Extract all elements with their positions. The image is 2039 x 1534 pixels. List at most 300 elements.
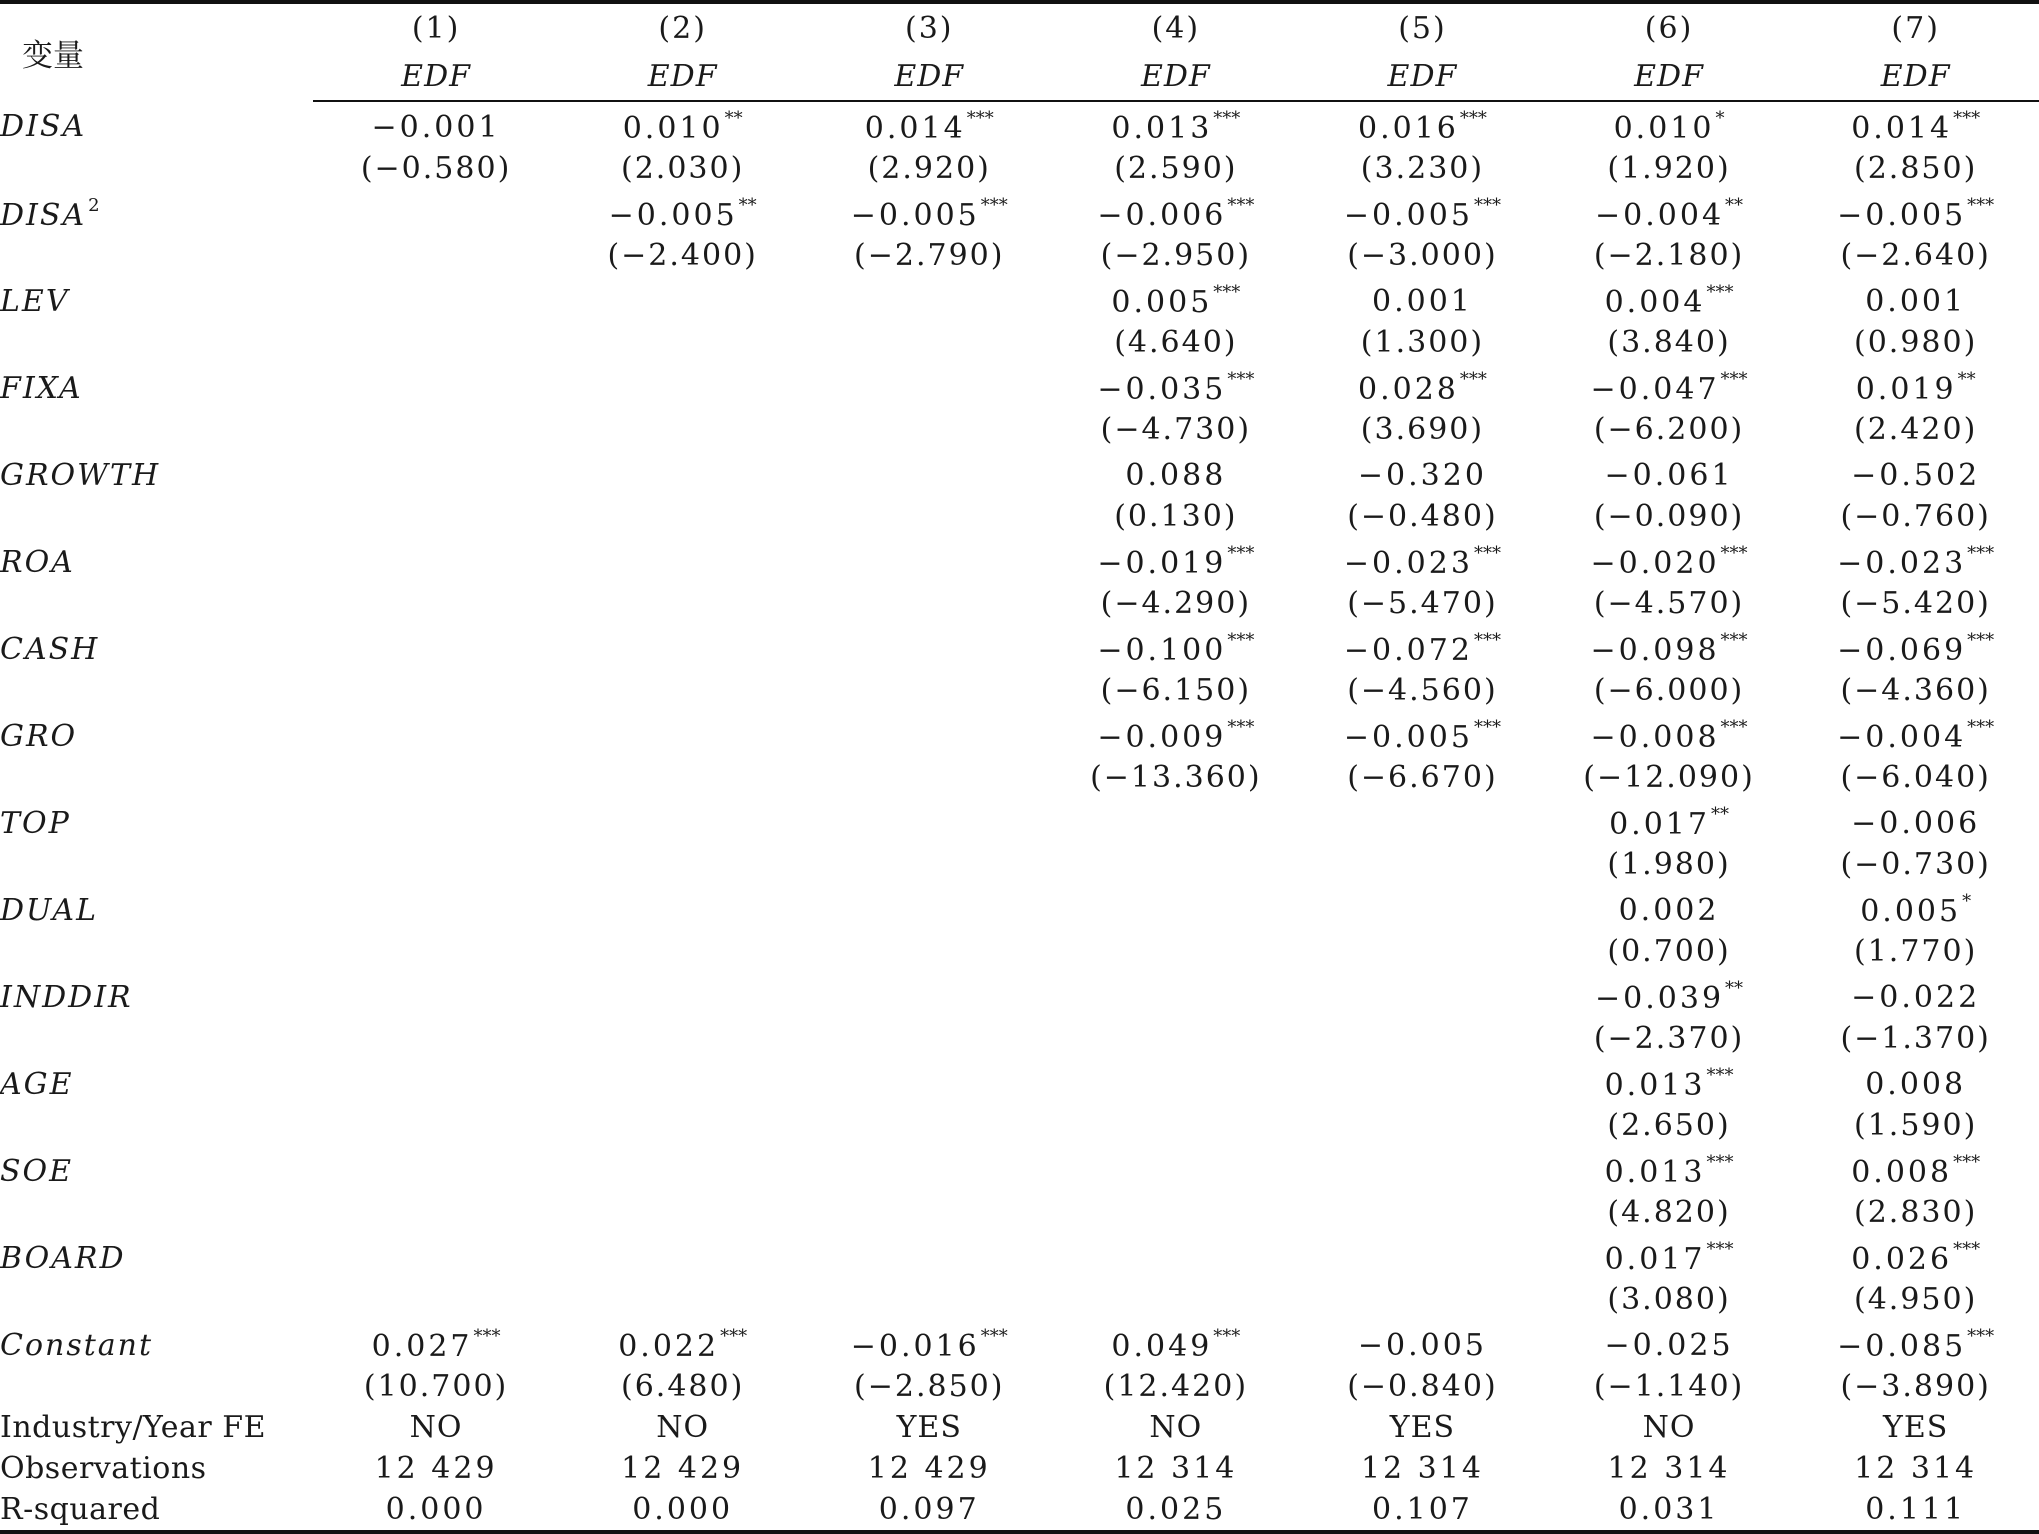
t-statistic-cell — [313, 1279, 560, 1320]
t-statistic-cell: (3.840) — [1607, 325, 1731, 360]
summary-value: YES — [1883, 1410, 1949, 1445]
coefficient-cell — [1792, 972, 2039, 1018]
coefficient-value: −0.023 — [1343, 546, 1473, 581]
t-statistic-cell — [313, 583, 560, 624]
significance-stars: *** — [1967, 630, 1995, 651]
coefficient-cell — [559, 1320, 806, 1366]
coefficient-value: 0.026 — [1851, 1242, 1953, 1277]
empty-cell — [0, 148, 313, 189]
coefficient-cell — [559, 450, 806, 496]
summary-label: R-squared — [0, 1489, 313, 1532]
t-statistic-cell: (−0.840) — [1347, 1369, 1498, 1404]
coefficient-cell — [313, 798, 560, 844]
coefficient-row — [0, 537, 2039, 583]
t-statistic-cell: (−0.480) — [1347, 499, 1498, 534]
significance-stars: *** — [1706, 282, 1734, 303]
coefficient-value: −0.004 — [1595, 198, 1725, 233]
coefficient-cell — [1299, 1059, 1546, 1105]
significance-stars: * — [1962, 891, 1972, 912]
coefficient-value: −0.005 — [1357, 1327, 1487, 1363]
coefficient-cell — [806, 624, 1053, 670]
significance-stars: *** — [1706, 1065, 1734, 1086]
column-number: (1) — [313, 2, 560, 52]
t-statistic-cell — [313, 235, 560, 276]
coefficient-cell — [1546, 624, 1793, 670]
coefficient-row — [0, 101, 2039, 148]
significance-stars: *** — [1953, 1152, 1981, 1173]
summary-value: 0.111 — [1792, 1489, 2039, 1532]
coefficient-row — [0, 885, 2039, 931]
coefficient-cell — [1053, 798, 1300, 844]
significance-stars: *** — [1720, 543, 1748, 564]
empty-cell — [0, 844, 313, 885]
coefficient-cell — [1792, 1146, 2039, 1192]
empty-cell — [0, 1366, 313, 1407]
significance-stars: *** — [1213, 108, 1241, 129]
coefficient-cell — [1792, 1233, 2039, 1279]
coefficient-cell — [1546, 798, 1793, 844]
t-statistic-cell: (−2.370) — [1593, 1021, 1745, 1056]
coefficient-value: −0.019 — [1097, 546, 1227, 581]
coefficient-row — [0, 276, 2039, 322]
coefficient-value: −0.006 — [1097, 198, 1227, 233]
column-number: (6) — [1546, 2, 1793, 52]
coefficient-cell — [559, 1146, 806, 1192]
t-statistic-cell: (1.300) — [1360, 325, 1485, 360]
variable-name-text: SOE — [0, 1153, 74, 1189]
coefficient-value: −0.004 — [1837, 720, 1967, 755]
coefficient-cell — [1546, 711, 1793, 757]
empty-cell — [0, 583, 313, 624]
coefficient-cell — [559, 276, 806, 322]
t-statistic-cell — [1053, 1105, 1300, 1146]
t-statistic-cell: (2.030) — [621, 151, 745, 186]
coefficient-cell — [1546, 1146, 1793, 1192]
coefficient-value: 0.010 — [1613, 111, 1715, 146]
t-statistic-cell: (−6.040) — [1840, 760, 1991, 795]
t-statistic-cell: (1.980) — [1607, 847, 1731, 882]
coefficient-value: 0.017 — [1604, 1242, 1706, 1277]
t-statistic-cell — [1299, 931, 1546, 972]
coefficient-value: −0.061 — [1604, 457, 1734, 493]
coefficient-cell — [1299, 276, 1546, 322]
coefficient-cell — [1299, 1320, 1546, 1366]
significance-stars: ** — [1725, 978, 1744, 999]
empty-cell — [0, 1018, 313, 1059]
coefficient-row — [0, 450, 2039, 496]
coefficient-value: −0.008 — [1590, 720, 1720, 755]
coefficient-value: −0.009 — [1097, 720, 1227, 755]
t-statistic-cell: (10.700) — [363, 1369, 509, 1404]
coefficient-row — [0, 1320, 2039, 1366]
variable-header: 变量 — [0, 2, 313, 101]
variable-name — [0, 1320, 313, 1366]
t-statistic-cell: (−2.790) — [854, 238, 1005, 273]
coefficient-cell — [1792, 537, 2039, 583]
significance-stars: ** — [1957, 369, 1976, 390]
variable-name-text: ROA — [0, 544, 75, 580]
dependent-variable-label: EDF — [1299, 52, 1546, 101]
variable-name — [0, 537, 313, 583]
t-statistic-cell — [806, 1018, 1053, 1059]
coefficient-value: 0.001 — [1371, 283, 1473, 319]
t-statistic-cell — [559, 409, 806, 450]
dependent-variable-label: EDF — [1546, 52, 1793, 101]
significance-stars: *** — [1213, 1326, 1241, 1347]
coefficient-value: 0.013 — [1604, 1068, 1706, 1103]
t-statistic-cell — [806, 1192, 1053, 1233]
t-statistic-row — [0, 931, 2039, 972]
coefficient-cell — [1053, 363, 1300, 409]
coefficient-row — [0, 1146, 2039, 1192]
empty-cell — [0, 409, 313, 450]
coefficient-cell — [1792, 101, 2039, 148]
t-statistic-cell: (−6.670) — [1347, 760, 1498, 795]
coefficient-cell — [559, 711, 806, 757]
coefficient-cell — [1053, 450, 1300, 496]
significance-stars: *** — [1967, 1326, 1995, 1347]
coefficient-row — [0, 1059, 2039, 1105]
coefficient-cell — [1546, 276, 1793, 322]
t-statistic-cell — [1299, 1105, 1546, 1146]
t-statistic-cell — [806, 496, 1053, 537]
coefficient-cell — [1299, 101, 1546, 148]
coefficient-value: 0.014 — [864, 111, 966, 146]
t-statistic-cell: (−13.360) — [1090, 760, 1262, 795]
coefficient-value: −0.047 — [1590, 372, 1720, 407]
coefficient-cell — [313, 885, 560, 931]
coefficient-cell — [1546, 189, 1793, 235]
empty-cell — [0, 670, 313, 711]
t-statistic-cell: (−3.890) — [1840, 1369, 1991, 1404]
variable-name-text: INDDIR — [0, 979, 133, 1015]
t-statistic-cell: (−1.370) — [1840, 1021, 1991, 1056]
t-statistic-cell — [559, 1105, 806, 1146]
significance-stars: *** — [1473, 717, 1501, 738]
coefficient-value: −0.025 — [1604, 1327, 1734, 1363]
coefficient-cell — [313, 624, 560, 670]
coefficient-cell — [313, 1146, 560, 1192]
empty-cell — [0, 931, 313, 972]
coefficient-cell — [1792, 450, 2039, 496]
t-statistic-cell — [1053, 1279, 1300, 1320]
significance-stars: *** — [1459, 108, 1487, 129]
variable-name-text: BOARD — [0, 1240, 126, 1276]
coefficient-cell — [1299, 798, 1546, 844]
variable-name — [0, 1146, 313, 1192]
t-statistic-row — [0, 148, 2039, 189]
coefficient-cell — [1053, 101, 1300, 148]
column-number: (3) — [806, 2, 1053, 52]
coefficient-cell — [1792, 1059, 2039, 1105]
coefficient-cell — [806, 537, 1053, 583]
coefficient-cell — [313, 972, 560, 1018]
variable-name-text: DISA — [0, 109, 87, 144]
coefficient-row — [0, 711, 2039, 757]
coefficient-value: −0.020 — [1590, 546, 1720, 581]
t-statistic-cell — [806, 322, 1053, 363]
summary-label: Observations — [0, 1451, 207, 1486]
significance-stars: *** — [473, 1326, 501, 1347]
t-statistic-cell: (−1.140) — [1593, 1369, 1745, 1404]
t-statistic-cell: (0.980) — [1854, 325, 1978, 360]
coefficient-value: 0.001 — [1865, 283, 1967, 319]
summary-value: YES — [896, 1410, 962, 1445]
variable-name-text: DUAL — [0, 892, 98, 928]
t-statistic-cell: (−2.400) — [607, 238, 758, 273]
t-statistic-cell — [559, 931, 806, 972]
coefficient-cell — [1053, 1059, 1300, 1105]
significance-stars: *** — [980, 1326, 1008, 1347]
significance-stars: ** — [1710, 804, 1729, 825]
significance-stars: ** — [738, 195, 757, 216]
t-statistic-cell: (4.950) — [1854, 1282, 1978, 1317]
coefficient-cell — [313, 101, 560, 148]
variable-name-text: AGE — [0, 1066, 74, 1102]
coefficient-cell — [1053, 885, 1300, 931]
t-statistic-cell — [1299, 1018, 1546, 1059]
variable-name — [0, 1233, 313, 1279]
coefficient-value: −0.006 — [1851, 805, 1981, 841]
empty-cell — [0, 322, 313, 363]
significance-stars: *** — [1473, 630, 1501, 651]
coefficient-cell — [559, 1233, 806, 1279]
empty-cell — [0, 1105, 313, 1146]
coefficient-cell — [1792, 798, 2039, 844]
column-number: (2) — [559, 2, 806, 52]
t-statistic-cell: (−2.950) — [1100, 238, 1252, 273]
coefficient-value: 0.002 — [1618, 892, 1720, 928]
summary-value: 0.097 — [806, 1489, 1053, 1532]
t-statistic-row — [0, 322, 2039, 363]
empty-cell — [0, 1279, 313, 1320]
coefficient-cell — [313, 363, 560, 409]
t-statistic-cell — [806, 1105, 1053, 1146]
t-statistic-cell: (1.590) — [1854, 1108, 1978, 1143]
coefficient-value: −0.035 — [1097, 372, 1227, 407]
coefficient-cell — [806, 1320, 1053, 1366]
t-statistic-cell — [806, 931, 1053, 972]
t-statistic-row — [0, 1192, 2039, 1233]
coefficient-cell — [559, 972, 806, 1018]
variable-name — [0, 363, 313, 409]
t-statistic-row — [0, 670, 2039, 711]
significance-stars: *** — [1967, 195, 1995, 216]
t-statistic-cell: (−5.470) — [1347, 586, 1498, 621]
coefficient-value: 0.016 — [1357, 111, 1459, 146]
coefficient-cell — [806, 189, 1053, 235]
coefficient-cell — [806, 972, 1053, 1018]
t-statistic-cell: (−2.180) — [1593, 238, 1745, 273]
significance-stars: ** — [1725, 195, 1744, 216]
coefficient-cell — [806, 101, 1053, 148]
significance-stars: ** — [724, 108, 743, 129]
summary-value: YES — [1389, 1410, 1456, 1445]
t-statistic-cell — [806, 757, 1053, 798]
coefficient-value: 0.088 — [1125, 457, 1227, 493]
t-statistic-cell — [559, 1192, 806, 1233]
t-statistic-cell: (−0.760) — [1840, 499, 1991, 534]
t-statistic-cell: (2.590) — [1114, 151, 1238, 186]
variable-name — [0, 1059, 313, 1105]
table-header — [0, 2, 2039, 101]
coefficient-cell — [313, 450, 560, 496]
t-statistic-cell: (−2.640) — [1840, 238, 1991, 273]
coefficient-cell — [1792, 276, 2039, 322]
coefficient-value: 0.013 — [1111, 111, 1213, 146]
dependent-variable-label: EDF — [559, 52, 806, 101]
variable-superscript: 2 — [88, 195, 102, 216]
coefficient-cell — [559, 798, 806, 844]
coefficient-value: −0.085 — [1837, 1329, 1967, 1364]
t-statistic-cell: (−4.290) — [1100, 586, 1252, 621]
coefficient-cell — [1299, 1146, 1546, 1192]
coefficient-value: −0.005 — [1343, 720, 1473, 755]
significance-stars: *** — [1213, 282, 1241, 303]
variable-name-text: GRO — [0, 718, 78, 754]
table-body — [0, 101, 2039, 1532]
variable-name-text: FIXA — [0, 370, 83, 406]
significance-stars: *** — [1473, 195, 1501, 216]
t-statistic-cell — [806, 1279, 1053, 1320]
dependent-variable-label: EDF — [806, 52, 1053, 101]
variable-name-text: Constant — [0, 1327, 154, 1363]
t-statistic-cell — [313, 322, 560, 363]
coefficient-value: −0.320 — [1357, 457, 1487, 493]
dependent-variable-label: EDF — [313, 52, 560, 101]
coefficient-cell — [1299, 537, 1546, 583]
t-statistic-cell — [1299, 1192, 1546, 1233]
variable-name — [0, 972, 313, 1018]
coefficient-cell — [806, 276, 1053, 322]
t-statistic-cell — [1053, 931, 1300, 972]
t-statistic-cell: (4.820) — [1607, 1195, 1731, 1230]
t-statistic-cell: (−4.730) — [1100, 412, 1252, 447]
t-statistic-cell: (−0.730) — [1840, 847, 1991, 882]
significance-stars: *** — [1227, 717, 1255, 738]
t-statistic-cell: (−5.420) — [1840, 586, 1991, 621]
summary-value: 12 314 — [1607, 1451, 1731, 1486]
significance-stars: *** — [1706, 1239, 1734, 1260]
t-statistic-row — [0, 1105, 2039, 1146]
t-statistic-cell — [313, 1018, 560, 1059]
coefficient-cell — [1792, 1320, 2039, 1366]
t-statistic-row — [0, 235, 2039, 276]
coefficient-value: 0.008 — [1865, 1066, 1967, 1102]
t-statistic-cell: (2.830) — [1854, 1195, 1978, 1230]
coefficient-value: 0.027 — [371, 1329, 473, 1364]
t-statistic-cell: (12.420) — [1103, 1369, 1249, 1404]
coefficient-cell — [1299, 885, 1546, 931]
variable-name — [0, 885, 313, 931]
empty-cell — [0, 1192, 313, 1233]
coefficient-value: 0.014 — [1851, 111, 1953, 146]
t-statistic-cell: (−0.580) — [360, 151, 512, 186]
t-statistic-cell — [559, 670, 806, 711]
dependent-variable-label: EDF — [1053, 52, 1300, 101]
coefficient-cell — [1792, 711, 2039, 757]
t-statistic-cell — [1053, 1018, 1300, 1059]
significance-stars: *** — [1227, 630, 1255, 651]
coefficient-value: 0.008 — [1851, 1155, 1953, 1190]
coefficient-cell — [1792, 363, 2039, 409]
t-statistic-cell: (2.850) — [1854, 151, 1978, 186]
coefficient-cell — [559, 1059, 806, 1105]
coefficient-value: −0.022 — [1851, 979, 1981, 1015]
t-statistic-cell — [313, 844, 560, 885]
summary-value: NO — [656, 1410, 710, 1445]
dependent-variable-label: EDF — [1792, 52, 2039, 101]
coefficient-row — [0, 624, 2039, 670]
coefficient-cell — [559, 537, 806, 583]
t-statistic-cell: (−12.090) — [1583, 760, 1755, 795]
t-statistic-row — [0, 757, 2039, 798]
t-statistic-cell — [806, 409, 1053, 450]
t-statistic-cell: (−6.200) — [1593, 412, 1745, 447]
coefficient-row — [0, 1233, 2039, 1279]
coefficient-cell — [559, 624, 806, 670]
coefficient-value: −0.001 — [371, 109, 501, 145]
coefficient-cell — [806, 711, 1053, 757]
variable-name — [0, 450, 313, 496]
summary-value: 0.000 — [313, 1489, 560, 1532]
summary-value: 12 429 — [867, 1451, 991, 1486]
coefficient-value: −0.005 — [1343, 198, 1473, 233]
t-statistic-row — [0, 1279, 2039, 1320]
coefficient-cell — [1299, 711, 1546, 757]
coefficient-cell — [1546, 1320, 1793, 1366]
t-statistic-row — [0, 1366, 2039, 1407]
significance-stars: *** — [1473, 543, 1501, 564]
coefficient-cell — [1299, 972, 1546, 1018]
t-statistic-cell: (−6.000) — [1593, 673, 1745, 708]
coefficient-value: 0.004 — [1604, 285, 1706, 320]
coefficient-value: 0.005 — [1860, 894, 1962, 929]
coefficient-value: −0.005 — [1837, 198, 1967, 233]
coefficient-cell — [1792, 885, 2039, 931]
significance-stars: *** — [1953, 1239, 1981, 1260]
coefficient-cell — [1053, 972, 1300, 1018]
coefficient-value: −0.100 — [1097, 633, 1227, 668]
variable-name-text: DISA — [0, 198, 87, 233]
significance-stars: *** — [1967, 543, 1995, 564]
t-statistic-cell: (0.130) — [1114, 499, 1238, 534]
variable-name-text: GROWTH — [0, 457, 161, 493]
t-statistic-cell — [313, 496, 560, 537]
significance-stars: *** — [1706, 1152, 1734, 1173]
column-number: (7) — [1792, 2, 2039, 52]
significance-stars: *** — [980, 195, 1008, 216]
coefficient-row — [0, 972, 2039, 1018]
coefficient-cell — [806, 1146, 1053, 1192]
coefficient-cell — [1053, 624, 1300, 670]
t-statistic-cell — [559, 322, 806, 363]
significance-stars: *** — [1227, 195, 1255, 216]
t-statistic-row — [0, 1018, 2039, 1059]
coefficient-cell — [1546, 1059, 1793, 1105]
t-statistic-cell — [313, 757, 560, 798]
coefficient-cell — [559, 363, 806, 409]
variable-name-text: TOP — [0, 805, 71, 841]
coefficient-cell — [559, 189, 806, 235]
variable-name-text: LEV — [0, 283, 70, 319]
coefficient-row — [0, 189, 2039, 235]
coefficient-cell — [313, 1320, 560, 1366]
t-statistic-cell: (−4.360) — [1840, 673, 1991, 708]
t-statistic-cell — [559, 757, 806, 798]
coefficient-cell — [313, 1233, 560, 1279]
column-number: (5) — [1299, 2, 1546, 52]
